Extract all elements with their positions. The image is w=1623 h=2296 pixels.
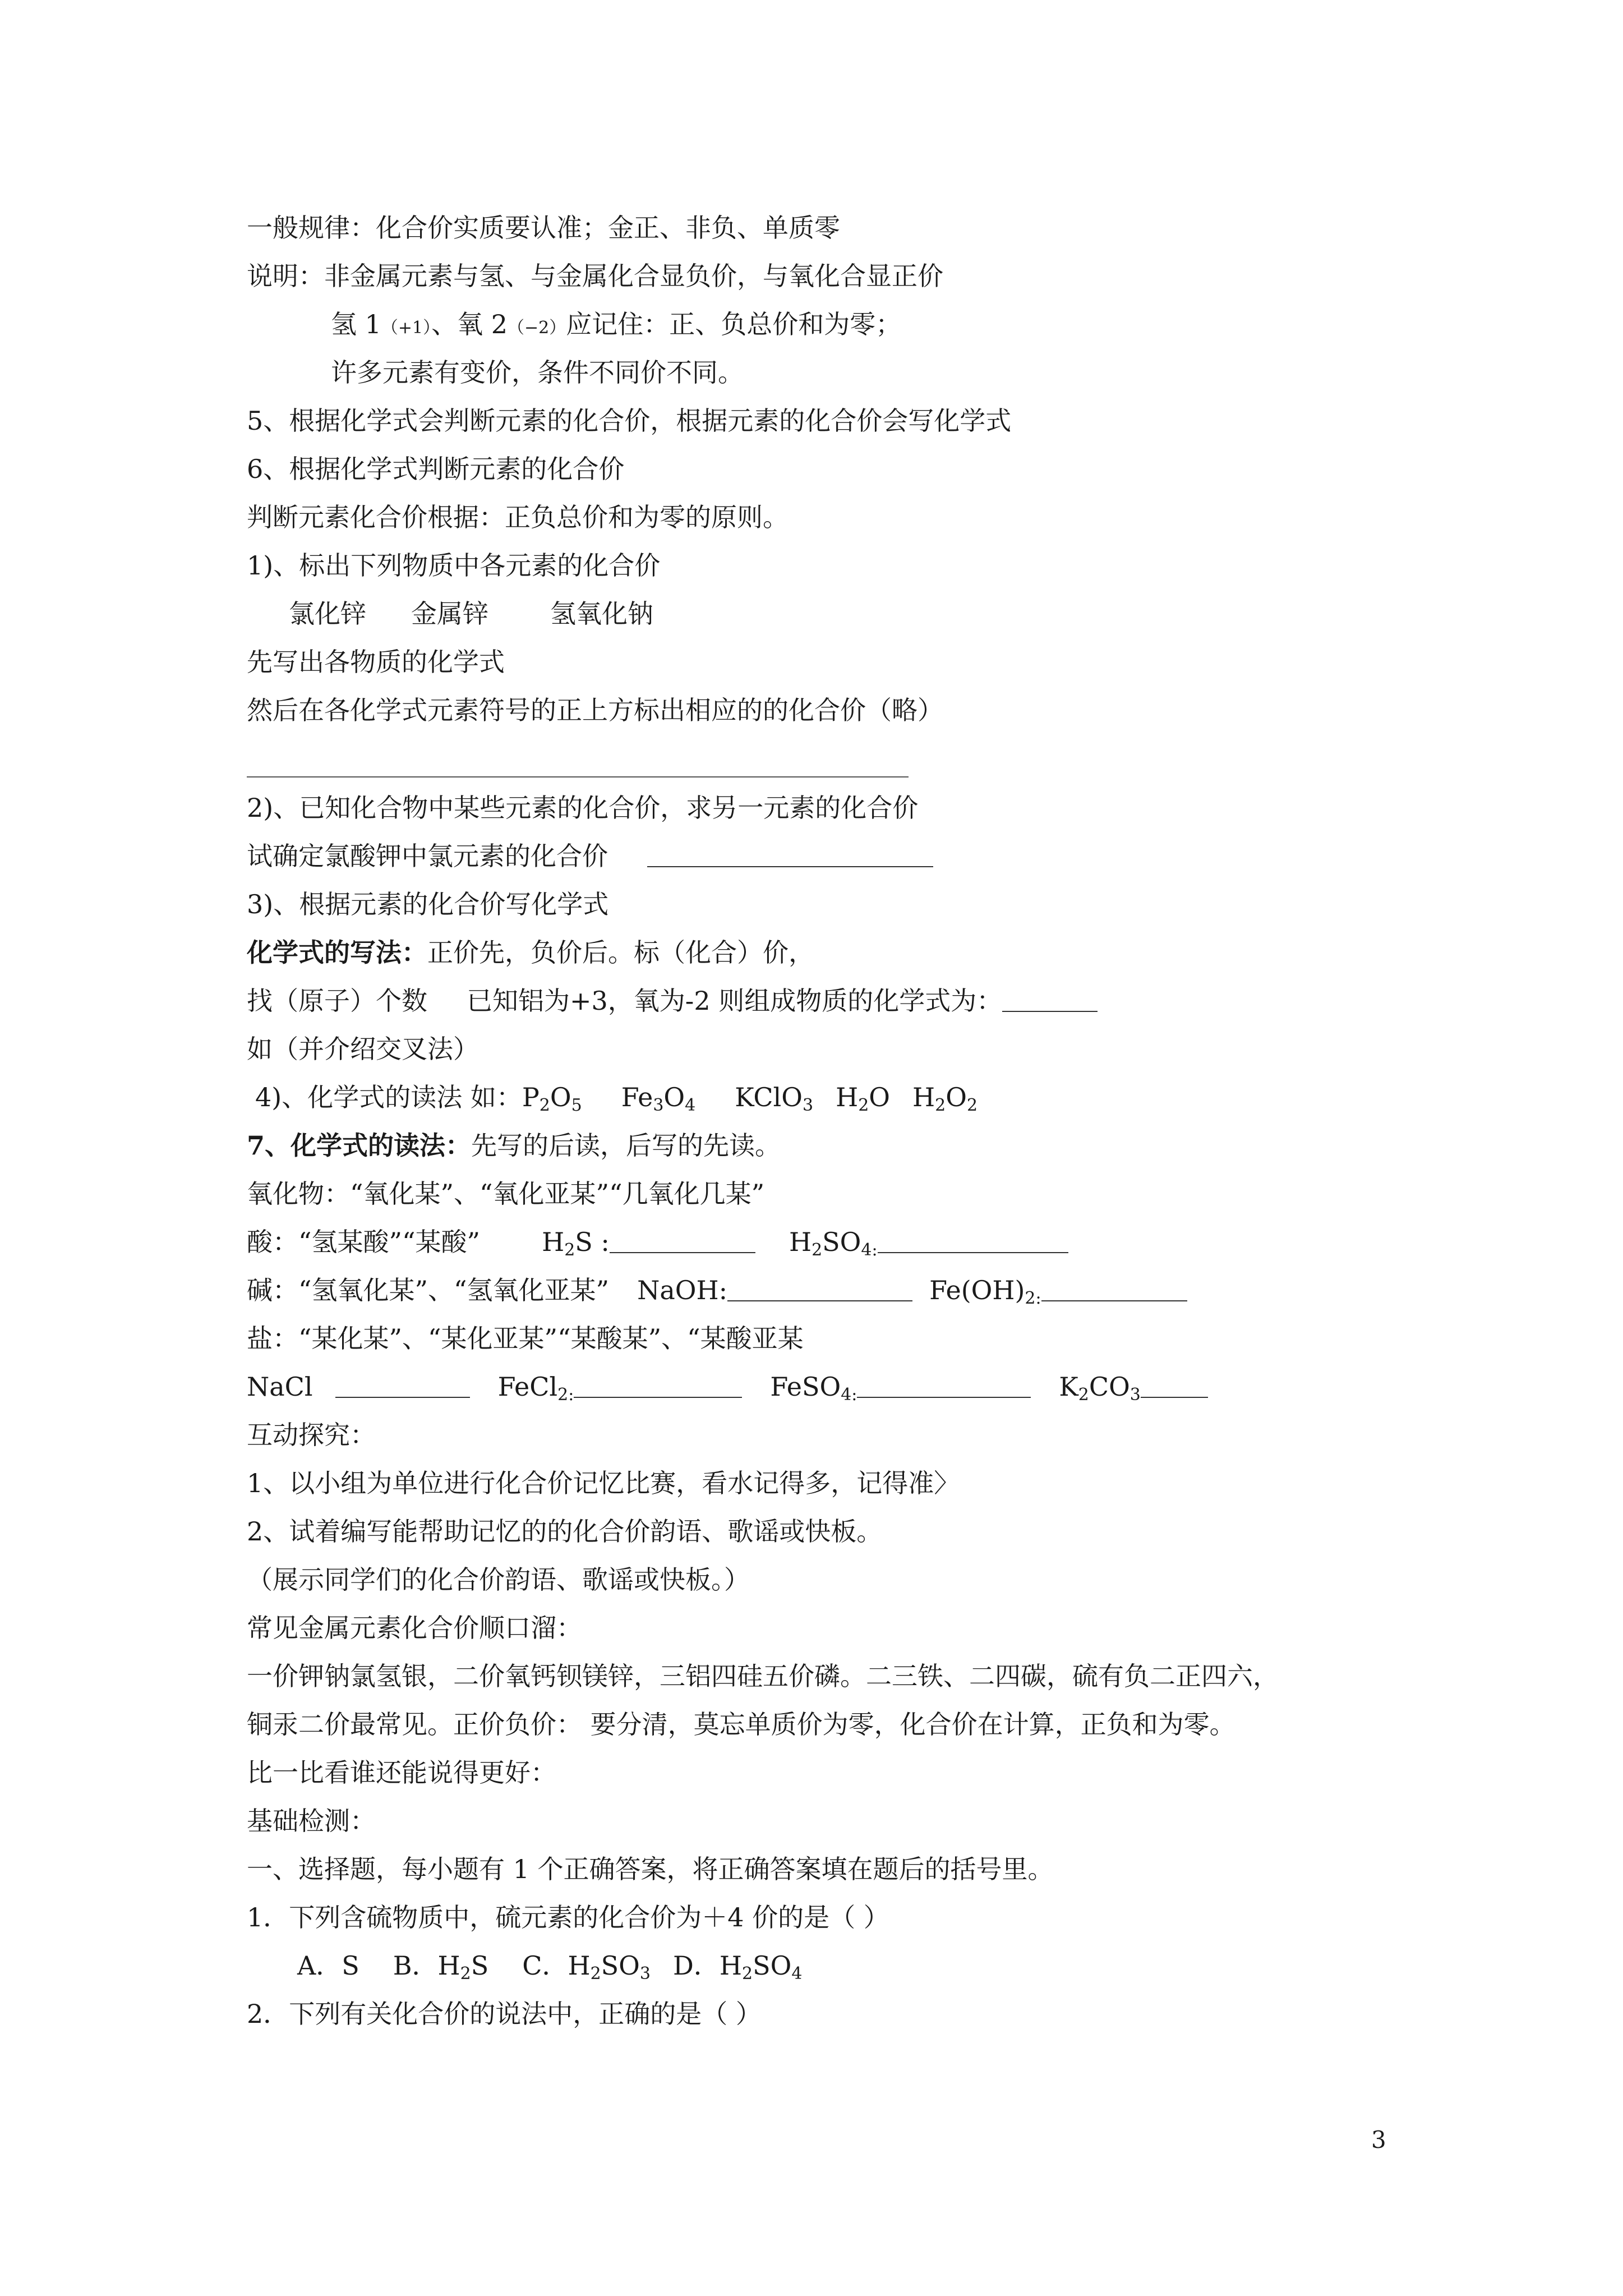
formula-writing-rule: 化学式的写法：正价先，负价后。标（化合）价，	[247, 937, 814, 968]
task-4-formulas: 4)、化学式的读法 如：$P_2O_5$ $Fe_3O_4$ KClO$_3$ $H_2O$ $H_2O_2$	[255, 1082, 978, 1115]
mnemonic-heading: 常见金属元素化合价顺口溜：	[247, 1613, 582, 1643]
rule-general: 一般规律：化合价实质要认准；金正、非负、单质零	[247, 213, 840, 243]
answer-blank[interactable]	[610, 1227, 755, 1253]
salt-naming: 盐：“某化某”、“某化亚某”“某酸某”、“某酸亚某	[247, 1323, 804, 1354]
answer-rule	[247, 776, 909, 777]
section-7-heading: 7、化学式的读法：先写的后读，后写的先读。	[247, 1130, 781, 1161]
answer-blank[interactable]	[878, 1227, 1068, 1253]
mnemonic-line-1: 一价钾钠氯氢银，二价氧钙钡镁锌，三铝四硅五价磷。二三铁、二四碳，硫有负二正四六，	[247, 1661, 1279, 1691]
answer-blank[interactable]	[1002, 986, 1098, 1012]
formula-writing-example: 找（原子）个数 已知铝为+3，氧为-2 则组成物质的化学式为：	[247, 984, 1098, 1018]
answer-blank[interactable]	[1041, 1276, 1187, 1301]
activity-1: 1、以小组为单位进行化合价记忆比赛，看水记得多，记得准〉	[247, 1468, 960, 1498]
answer-blank[interactable]	[727, 1276, 912, 1301]
answer-blank[interactable]	[574, 1372, 742, 1398]
task-1-substances: 氯化锌 金属锌 氢氧化钠	[289, 599, 653, 629]
interactive-heading: 互动探究：	[247, 1420, 376, 1450]
answer-blank[interactable]	[857, 1372, 1031, 1398]
section-5-heading: 5、根据化学式会判断元素的化合价，根据元素的化合价会写化学式	[247, 406, 1012, 436]
task-1-step-2: 然后在各化学式元素符号的正上方标出相应的的化合价（略）	[247, 695, 943, 725]
mnemonic-line-2: 铜汞二价最常见。正价负价： 要分清，莫忘单质价为零，化合价在计算，正负和为零。	[247, 1709, 1235, 1740]
acid-naming: 酸：“氢某酸”“某酸” $H_2S$ : $H_2SO_{4:}$	[247, 1225, 1068, 1267]
page-number: 3	[1371, 2126, 1386, 2154]
task-1-heading: 1)、标出下列物质中各元素的化合价	[247, 550, 661, 581]
valence-principle: 判断元素化合价根据：正负总价和为零的原则。	[247, 502, 789, 532]
activity-2: 2、试着编写能帮助记忆的的化合价韵语、歌谣或快板。	[247, 1516, 883, 1547]
salt-examples: NaCl FeCl$_{2:}$ FeSO$_{4:}$ $K_2CO_3$	[247, 1370, 1208, 1412]
activity-2-note: （展示同学们的化合价韵语、歌谣或快板。）	[247, 1565, 750, 1595]
basic-test-heading: 基础检测：	[247, 1806, 376, 1836]
multiple-choice-instructions: 一、选择题，每小题有 1 个正确答案，将正确答案填在题后的括号里。	[247, 1854, 1054, 1884]
question-1-options: A．S B．$H_2S$ C．$H_2SO_3$ D．$H_2SO_4$	[297, 1950, 803, 1984]
rule-hydrogen-oxygen: 氢 1（+1）、氧 2（−2）应记住：正、负总价和为零；	[331, 309, 902, 339]
challenge-line: 比一比看谁还能说得更好：	[247, 1757, 556, 1788]
base-naming: 碱：“氢氧化某”、“氢氧化亚某” NaOH: $Fe(OH)_{2:}$	[247, 1273, 1187, 1315]
question-2: 2．下列有关化合价的说法中，正确的是（ ）	[247, 1999, 762, 2029]
section-6-heading: 6、根据化学式判断元素的化合价	[247, 454, 625, 484]
rule-explanation: 说明：非金属元素与氢、与金属化合显负价，与氧化合显正价	[247, 261, 943, 291]
task-2-heading: 2)、已知化合物中某些元素的化合价，求另一元素的化合价	[247, 793, 919, 823]
question-1: 1．下列含硫物质中，硫元素的化合价为＋4 价的是（ ）	[247, 1902, 889, 1932]
answer-blank[interactable]	[647, 841, 933, 867]
rule-variable-valence: 许多元素有变价，条件不同价不同。	[331, 357, 744, 388]
task-3-heading: 3)、根据元素的化合价写化学式	[247, 889, 609, 919]
cross-method-note: 如（并介绍交叉法）	[247, 1034, 479, 1064]
answer-blank[interactable]	[1141, 1372, 1208, 1398]
task-1-step-1: 先写出各物质的化学式	[247, 647, 505, 677]
oxide-naming: 氧化物：“氧化某”、“氧化亚某”“几氧化几某”	[247, 1179, 765, 1209]
answer-blank[interactable]	[335, 1372, 470, 1398]
task-2-question: 试确定氯酸钾中氯元素的化合价	[247, 839, 933, 873]
